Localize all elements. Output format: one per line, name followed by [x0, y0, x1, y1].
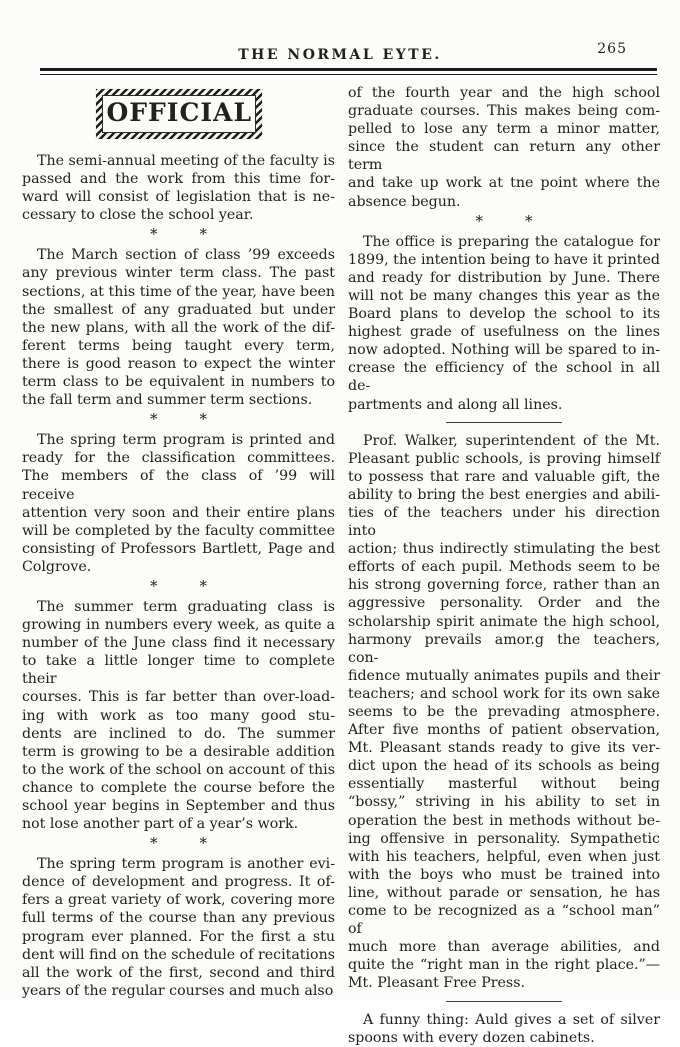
- text-line: scholarship spirit animate the high school,: [348, 613, 660, 630]
- asterisk-glyph: *: [199, 576, 207, 595]
- text-line: the fall term and summer term sections.: [22, 392, 313, 409]
- paragraph: [348, 1011, 660, 1047]
- text-line: spoons with every dozen cabinets.: [348, 1029, 595, 1046]
- asterisk-section-separator: [348, 213, 660, 230]
- text-line: action; thus indirectly stimulating the best: [348, 541, 660, 558]
- text-line: The semi-annual meeting of the faculty is: [37, 153, 335, 169]
- text-line: The spring term program is printed and: [37, 432, 335, 449]
- asterisk-glyph: *: [150, 225, 158, 244]
- paragraph: [22, 598, 335, 833]
- text-line: aggressive personality. Order and the: [348, 595, 660, 612]
- right-column: [348, 84, 660, 1047]
- text-line: fidence mutually animates pupils and their: [348, 667, 660, 684]
- text-line: with his teachers, helpful, even when just: [348, 848, 660, 865]
- text-line: fers a great variety of work, covering more: [22, 892, 335, 909]
- paragraph: [22, 431, 335, 576]
- text-line: highest grade of usefulness on the lines: [348, 324, 660, 341]
- text-line: the smallest of any graduated but under: [22, 301, 335, 318]
- text-line: any previous winter term class. The past: [22, 265, 335, 282]
- header-rule: [40, 68, 657, 75]
- text-line: of the fourth year and the high school: [348, 85, 660, 101]
- text-line: dict upon the head of its schools as being: [348, 758, 660, 775]
- text-line: pelled to lose any term a minor matter,: [348, 121, 660, 138]
- text-line: A funny thing: Auld gives a set of silver: [363, 1011, 660, 1028]
- text-line: Mt. Pleasant Free Press.: [348, 975, 525, 992]
- section-divider-rule: [446, 1001, 562, 1002]
- text-line: number of the June class find it necessary: [22, 635, 335, 652]
- text-line: quite the “right man in the right place.”—: [348, 957, 660, 974]
- official-section-title: OFFICIAL: [106, 98, 253, 127]
- two-column-text-area: [22, 84, 660, 1047]
- text-line: there is good reason to expect the winter: [22, 355, 335, 372]
- asterisk-glyph: *: [475, 211, 483, 230]
- text-line: will be completed by the faculty committee: [22, 522, 335, 539]
- asterisk-section-separator: [22, 835, 335, 852]
- text-line: ferent terms being taught every term,: [22, 337, 335, 354]
- text-line: program ever planned. For the first a stu: [22, 928, 335, 945]
- text-line: term class to be equivalent in numbers to: [22, 374, 335, 391]
- text-line: ward will consist of legislation that is ne-: [22, 189, 335, 206]
- asterisk-glyph: *: [150, 576, 158, 595]
- text-line: growing in numbers every week, as quite a: [22, 617, 335, 634]
- official-inner-frame: [102, 95, 256, 133]
- text-line: Mt. Pleasant stands ready to give its ver-: [348, 740, 660, 757]
- text-line: teachers; and school work for its own sake: [348, 685, 660, 702]
- text-line: and take up work at tne point where the: [348, 175, 660, 192]
- asterisk-section-separator: [22, 411, 335, 428]
- text-line: will not be many changes this year as the: [348, 287, 660, 304]
- text-line: ing with work as too many good stu-: [22, 707, 335, 724]
- paragraph: [348, 432, 660, 993]
- text-line: graduate courses. This makes being com-: [348, 103, 660, 120]
- text-line: crease the efficiency of the school in all de-: [348, 360, 660, 395]
- text-line: After five months of patient observation,: [348, 722, 660, 739]
- text-line: seems to be the prevading atmosphere.: [348, 704, 660, 720]
- text-line: The spring term program is another evi-: [37, 856, 335, 873]
- page-header-title: THE NORMAL EYTE.: [238, 47, 442, 63]
- official-section-box: [95, 88, 263, 140]
- text-line: dents are inclined to do. The summer: [22, 725, 335, 742]
- paragraph: [348, 84, 660, 211]
- text-line: since the student can return any other term: [348, 139, 660, 174]
- text-line: to the work of the school on account of this: [22, 761, 335, 778]
- paragraph: [22, 246, 335, 409]
- asterisk-section-separator: [22, 578, 335, 595]
- text-line: 1899, the intention being to have it printed: [348, 251, 660, 268]
- text-line: Pleasant public schools, is proving himself: [348, 450, 660, 467]
- text-line: The members of the class of ’99 will receive: [22, 468, 335, 503]
- text-line: and ready for distribution by June. There: [348, 269, 660, 286]
- text-line: Prof. Walker, superintendent of the Mt.: [363, 432, 660, 449]
- text-line: term is growing to be a desirable addition: [22, 743, 335, 760]
- text-line: dent will find on the schedule of recitations: [22, 946, 335, 963]
- text-line: Board plans to develop the school to its: [348, 306, 660, 323]
- text-line: cessary to close the school year.: [22, 207, 254, 224]
- text-line: ready for the classification committees.: [22, 450, 335, 467]
- text-line: all the work of the first, second and third: [22, 964, 335, 981]
- asterisk-glyph: *: [525, 211, 533, 230]
- text-line: efforts of each pupil. Methods seem to be: [348, 559, 660, 576]
- text-line: full terms of the course than any previous: [22, 910, 335, 927]
- ornamental-border: [95, 88, 263, 140]
- text-line: years of the regular courses and much also: [22, 982, 334, 999]
- text-line: ties of the teachers under his direction into: [348, 504, 660, 540]
- text-line: ing offensive in personality. Sympathetic: [348, 830, 660, 847]
- text-line: attention very soon and their entire plans: [22, 504, 335, 521]
- text-line: The March section of class ’99 exceeds: [37, 247, 335, 264]
- asterisk-glyph: *: [150, 410, 158, 429]
- text-line: essentially masterful without being: [348, 776, 660, 793]
- text-line: chance to complete the course before the: [22, 779, 335, 796]
- text-line: with the boys who must be trained into: [348, 866, 660, 883]
- page-number: 265: [597, 41, 627, 57]
- text-line: school year begins in September and thus: [22, 798, 335, 814]
- text-line: to take a little longer time to complete their: [22, 653, 335, 688]
- text-line: not lose another part of a year’s work.: [22, 816, 299, 833]
- text-line: to possess that rare and valuable gift, the: [348, 468, 660, 485]
- left-column: [22, 84, 335, 1047]
- asterisk-glyph: *: [199, 225, 207, 244]
- text-line: The summer term graduating class is: [37, 598, 335, 615]
- text-line: line, without parade or sensation, he has: [348, 884, 660, 901]
- text-line: sections, at this time of the year, have been: [22, 283, 335, 300]
- paragraph: [22, 855, 335, 1000]
- paragraph: [348, 233, 660, 414]
- asterisk-glyph: *: [199, 834, 207, 853]
- text-line: come to be recognized as a “school man” of: [348, 903, 660, 938]
- text-line: harmony prevails amor.g the teachers, con-: [348, 631, 660, 666]
- text-line: The office is preparing the catalogue for: [363, 233, 660, 250]
- text-line: absence begun.: [348, 193, 461, 210]
- text-line: courses. This is far better than over-load-: [22, 689, 335, 706]
- asterisk-glyph: *: [150, 834, 158, 853]
- text-line: partments and along all lines.: [348, 396, 563, 413]
- paragraph: [22, 152, 335, 224]
- asterisk-section-separator: [22, 226, 335, 243]
- text-line: consisting of Professors Bartlett, Page and: [22, 540, 335, 557]
- text-line: ability to bring the best energies and abili-: [348, 486, 660, 503]
- text-line: his strong governing force, rather than an: [348, 577, 660, 594]
- text-line: much more than average abilities, and: [348, 939, 660, 956]
- asterisk-glyph: *: [199, 410, 207, 429]
- text-line: passed and the work from this time for-: [22, 171, 335, 188]
- text-line: operation the best in methods without be-: [348, 812, 660, 829]
- section-divider-rule: [446, 422, 562, 423]
- text-line: Colgrove.: [22, 558, 92, 575]
- text-line: “bossy,” striving in his ability to set in: [348, 794, 660, 811]
- text-line: now adopted. Nothing will be spared to in-: [348, 342, 660, 359]
- text-line: the new plans, with all the work of the dif-: [22, 319, 335, 336]
- text-line: dence of development and progress. It of-: [22, 874, 335, 891]
